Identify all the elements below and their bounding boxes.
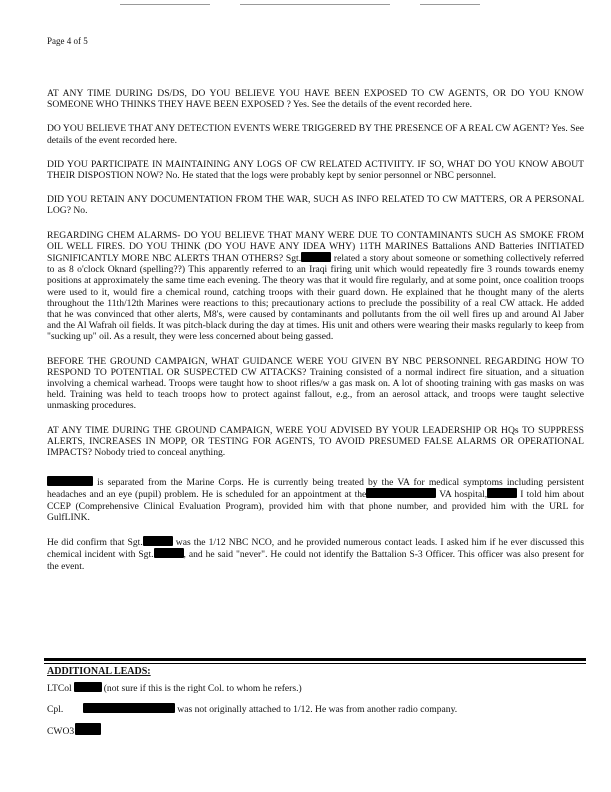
question-text: AT ANY TIME DURING DS/DS, DO YOU BELIEVE YOU HAVE BEEN EXPOSED TO CW AGENTS, OR DO YOU KNOW SOMEONE WHO THINKS THEY HAVE BEEN EXPOSED ? — [47, 88, 584, 111]
question-text: DID YOU PARTICIPATE IN MAINTAINING ANY LOGS OF CW RELATED ACTIVIITY. IF SO, WHAT DO YOU KNOW ABOUT THEIR DISPOSTION NOW? — [47, 158, 584, 182]
body-text: He did confirm that Sgt. — [47, 537, 143, 549]
answer-text: Training consisted of a normal indirect fire situation, and a situation involving a chemical warhead. Troops were taught how to shoot rifles/w a gas mask on. A lot of shooting training with gas masks on was held. Training was held to teach troops how to protect against fallout, e.g., from an aerosol attack, and troops were taught selective unmasking procedures. — [47, 366, 584, 412]
scan-top-line-3 — [420, 4, 480, 5]
paragraph-suppression — [47, 425, 584, 459]
additional-leads-heading: ADDITIONAL LEADS: — [47, 666, 151, 677]
redaction-block — [487, 488, 517, 498]
lead-ltcol — [47, 682, 302, 694]
lead-rank: CWO3 — [47, 726, 75, 737]
question-text: BEFORE THE GROUND CAMPAIGN, WHAT GUIDANCE WERE YOU GIVEN BY NBC PERSONNEL REGARDING HOW TO RESPOND TO POTENTIAL OR SUSPECTED CW ATTACKS? — [47, 355, 584, 378]
body-text: , and he said "never". He could not identify the Battalion S-3 Officer. This officer was also present for the event. — [47, 549, 584, 572]
document-body — [47, 88, 584, 585]
paragraph-documentation — [47, 194, 584, 216]
redaction-block — [143, 536, 173, 546]
lead-note: was not originally attached to 1/12. He was from another radio company. — [177, 704, 458, 715]
answer-text: No. He stated that the logs were probably kept by senior personnel or NBC personnel. — [163, 170, 496, 182]
redaction-block — [366, 488, 436, 498]
body-text: I told him about CCEP (Comprehensive Clinical Evaluation Program), provided him with that phone number, and provided him with the URL for GulfLINK. — [47, 489, 584, 523]
paragraph-chem-alarms — [47, 230, 584, 343]
redaction-block — [301, 252, 331, 262]
section-divider-thin — [44, 663, 586, 664]
scan-top-line-1 — [120, 4, 210, 5]
redaction-block — [74, 682, 102, 692]
question-text: AT ANY TIME DURING THE GROUND CAMPAIGN, WERE YOU ADVISED BY YOUR LEADERSHIP OR HQs TO SUPPRESS ALERTS, INCREASES IN MOPP, OR TESTING FOR AGENTS, TO AVOID PRESUMED FALSE ALARMS OR OPERATIONAL IMPACTS? — [47, 424, 584, 459]
lead-cwo3 — [47, 723, 101, 737]
lead-rank: LTCol — [47, 683, 72, 694]
redaction-block — [47, 476, 93, 486]
paragraph-detection — [47, 123, 584, 145]
lead-cpl — [47, 703, 457, 715]
page-number: Page 4 of 5 — [47, 36, 88, 46]
answer-text: No. — [70, 205, 88, 217]
answer-text: related a story about someone or something collectively referred to as 8 o'clock Oknard (spelling??) This apparently referred to an Iraqi firing unit which would repeatedly fire 3 rounds towards enemy positions at approximately the same time each evening. The theory was that it would fire regularly, and at some point, once coalition troops were used to it, would fire a chemical round, catching troops with their guard down. He explained that he thought many of the alerts throughout the 11th/12th Marines were reactions to this; precautionary actions to preclude the possibility of a real CW attack. He added that he was convinced that other alerts, M8's, were caused by contaminants and pollutants from the oil well fires up and around Al Jaber and the Al Wafrah oil fields. It was pitch-black during the day at times. His unit and others were wearing their masks regularly to keep from "sucking up" oil. As a result, they were less concerned about being gassed. — [47, 253, 584, 343]
body-text: was the 1/12 NBC NCO, and he provided numerous contact leads. I asked him if he ever discussed this chemical incident with Sgt. — [47, 537, 584, 561]
scan-top-line-2 — [240, 4, 390, 5]
body-text: VA hospital, — [436, 489, 488, 501]
answer-text: Yes. See the details of the event recorded here. — [290, 99, 472, 111]
answer-text: Yes. See details of the event recorded here. — [47, 123, 584, 146]
section-divider — [44, 658, 586, 661]
redaction-block — [154, 548, 184, 558]
lead-note: (not sure if this is the right Col. to whom he refers.) — [103, 683, 302, 694]
lead-rank: Cpl. — [47, 704, 64, 715]
paragraph-exposure — [47, 88, 584, 110]
answer-text: Nobody tried to conceal anything. — [91, 447, 226, 459]
question-text: REGARDING CHEM ALARMS- DO YOU BELIEVE THAT MANY WERE DUE TO CONTAMINANTS SUCH AS SMOKE FROM OIL WELL FIRES. DO YOU THINK (DO YOU HAVE ANY IDEA WHY) 11TH MARINES Battalions AND Batteries INITIATED SIGNIFICANTLY MORE NBC ALERTS THAN OTHERS? — [47, 229, 584, 265]
paragraph-guidance — [47, 356, 584, 412]
question-text: DO YOU BELIEVE THAT ANY DETECTION EVENTS WERE TRIGGERED BY THE PRESENCE OF A REAL CW AGENT? — [47, 123, 550, 135]
redaction-block — [83, 703, 175, 713]
sgt-label: Sgt. — [283, 253, 302, 265]
redaction-block — [75, 723, 101, 735]
paragraph-contacts — [47, 536, 584, 572]
body-text: is separated from the Marine Corps. He is currently being treated by the VA for medical symptoms including persistent headaches and an eye (pupil) problem. He is scheduled for an appointment at the — [47, 477, 584, 501]
paragraph-medical — [47, 476, 584, 523]
question-text: DID YOU RETAIN ANY DOCUMENTATION FROM THE WAR, SUCH AS INFO RELATED TO CW MATTERS, OR A PERSONAL LOG? — [47, 194, 584, 217]
paragraph-logs — [47, 159, 584, 181]
